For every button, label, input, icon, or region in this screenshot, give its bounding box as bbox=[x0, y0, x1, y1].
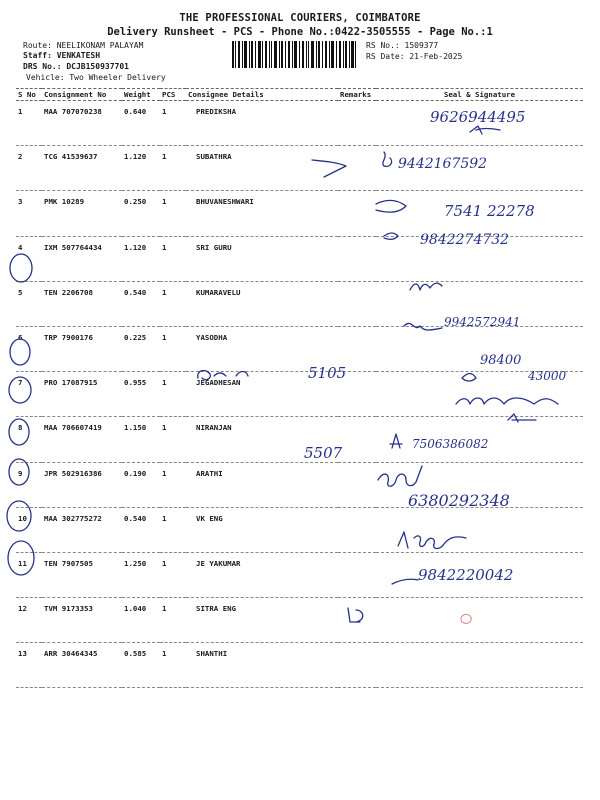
row-signature bbox=[376, 417, 583, 462]
row-remarks bbox=[338, 598, 376, 643]
table-row bbox=[16, 417, 583, 462]
row-pcs: 1 bbox=[160, 643, 186, 688]
handwritten-remark: 5507 bbox=[304, 444, 343, 462]
row-remarks bbox=[338, 552, 376, 597]
row-signature bbox=[376, 281, 583, 326]
handwritten-phone: 9626944495 bbox=[430, 108, 526, 126]
row-signature bbox=[376, 372, 583, 417]
row-pcs: 1 bbox=[160, 101, 186, 146]
row-weight: 0.250 bbox=[122, 191, 160, 236]
row-sno: 4 bbox=[16, 236, 42, 281]
row-consignee: SITRA ENG bbox=[186, 598, 338, 643]
row-consignment: IXM 507764434 bbox=[42, 236, 122, 281]
staff-label: Staff: VENKATESH bbox=[23, 51, 101, 60]
row-weight: 1.150 bbox=[122, 417, 160, 462]
row-pcs: 1 bbox=[160, 146, 186, 191]
row-sno: 3 bbox=[16, 191, 42, 236]
col-sno: S No bbox=[16, 89, 42, 101]
row-remarks bbox=[338, 326, 376, 371]
row-weight: 0.540 bbox=[122, 281, 160, 326]
row-consignment: TEN 7907505 bbox=[42, 552, 122, 597]
row-weight: 0.955 bbox=[122, 372, 160, 417]
col-consignee: Consignee Details bbox=[186, 89, 338, 101]
row-pcs: 1 bbox=[160, 552, 186, 597]
table-row bbox=[16, 191, 583, 236]
row-consignment: MAA 706607419 bbox=[42, 417, 122, 462]
handwritten-phone: 6380292348 bbox=[408, 491, 510, 510]
row-consignee: JEGADHESAN bbox=[186, 372, 338, 417]
table-row bbox=[16, 101, 583, 146]
row-sno: 5 bbox=[16, 281, 42, 326]
col-weight: Weight bbox=[122, 89, 160, 101]
row-remarks bbox=[338, 507, 376, 552]
vehicle-label: Vehicle: Two Wheeler Delivery bbox=[26, 73, 166, 82]
row-consignee: NIRANJAN bbox=[186, 417, 338, 462]
row-signature bbox=[376, 326, 583, 371]
col-remarks: Remarks bbox=[338, 89, 376, 101]
row-pcs: 1 bbox=[160, 507, 186, 552]
col-pcs: PCS bbox=[160, 89, 186, 101]
row-sno: 6 bbox=[16, 326, 42, 371]
row-consignment: TRP 7900176 bbox=[42, 326, 122, 371]
row-sno: 8 bbox=[16, 417, 42, 462]
handwritten-phone: 7541 22278 bbox=[444, 202, 535, 220]
row-sno: 1 bbox=[16, 101, 42, 146]
row-consignee: VK ENG bbox=[186, 507, 338, 552]
row-consignee: PREDIKSHA bbox=[186, 101, 338, 146]
row-sno: 11 bbox=[16, 552, 42, 597]
handwritten-phone: 43000 bbox=[528, 369, 567, 383]
table-row bbox=[16, 326, 583, 371]
row-consignee: SHANTHI bbox=[186, 643, 338, 688]
row-weight: 0.640 bbox=[122, 101, 160, 146]
row-weight: 0.585 bbox=[122, 643, 160, 688]
row-consignment: TVM 9173353 bbox=[42, 598, 122, 643]
row-signature bbox=[376, 552, 583, 597]
handwritten-remark: 5105 bbox=[308, 364, 347, 382]
col-signature: Seal & Signature bbox=[376, 89, 583, 101]
row-remarks bbox=[338, 191, 376, 236]
drs-number: DRS No.: DCJB150937701 bbox=[23, 62, 129, 71]
handwritten-phone: 9842274732 bbox=[420, 232, 510, 248]
row-sno: 9 bbox=[16, 462, 42, 507]
table-row bbox=[16, 236, 583, 281]
row-pcs: 1 bbox=[160, 417, 186, 462]
row-pcs: 1 bbox=[160, 191, 186, 236]
row-sno: 7 bbox=[16, 372, 42, 417]
row-consignment: ARR 30464345 bbox=[42, 643, 122, 688]
row-signature bbox=[376, 101, 583, 146]
row-sno: 2 bbox=[16, 146, 42, 191]
row-consignment: MAA 707070238 bbox=[42, 101, 122, 146]
row-signature bbox=[376, 598, 583, 643]
handwritten-phone: 7506386082 bbox=[412, 437, 489, 451]
barcode bbox=[232, 41, 356, 68]
runsheet-table bbox=[16, 88, 583, 688]
row-consignment: JPR 502916386 bbox=[42, 462, 122, 507]
table-row bbox=[16, 146, 583, 191]
row-remarks bbox=[338, 372, 376, 417]
rs-number: RS No.: 1509377 bbox=[366, 41, 439, 50]
table-row bbox=[16, 598, 583, 643]
row-weight: 1.120 bbox=[122, 146, 160, 191]
row-remarks bbox=[338, 462, 376, 507]
row-signature bbox=[376, 462, 583, 507]
table-row bbox=[16, 552, 583, 597]
row-consignment: PRO 17087915 bbox=[42, 372, 122, 417]
row-consignment: MAA 302775272 bbox=[42, 507, 122, 552]
row-weight: 1.040 bbox=[122, 598, 160, 643]
row-sno: 10 bbox=[16, 507, 42, 552]
row-weight: 0.540 bbox=[122, 507, 160, 552]
row-signature bbox=[376, 643, 583, 688]
row-consignee: YASODHA bbox=[186, 326, 338, 371]
table-row bbox=[16, 507, 583, 552]
row-remarks bbox=[338, 281, 376, 326]
row-consignment: TEN 2206708 bbox=[42, 281, 122, 326]
row-consignee: KUMARAVELU bbox=[186, 281, 338, 326]
row-remarks bbox=[338, 236, 376, 281]
handwritten-phone: 98400 bbox=[480, 353, 522, 368]
row-consignment: TCG 41539637 bbox=[42, 146, 122, 191]
row-signature bbox=[376, 507, 583, 552]
row-consignee: SUBATHRA bbox=[186, 146, 338, 191]
row-remarks bbox=[338, 146, 376, 191]
col-consignment: Consignment No bbox=[42, 89, 122, 101]
row-consignee: SRI GURU bbox=[186, 236, 338, 281]
row-pcs: 1 bbox=[160, 281, 186, 326]
route-label: Route: NEELIKONAM PALAYAM bbox=[23, 41, 144, 50]
row-sno: 13 bbox=[16, 643, 42, 688]
row-remarks bbox=[338, 643, 376, 688]
table-row bbox=[16, 372, 583, 417]
row-consignment: PMK 10289 bbox=[42, 191, 122, 236]
row-consignee: JE YAKUMAR bbox=[186, 552, 338, 597]
row-weight: 1.250 bbox=[122, 552, 160, 597]
row-sno: 12 bbox=[16, 598, 42, 643]
row-remarks bbox=[338, 101, 376, 146]
row-consignee: BHUVANESHWARI bbox=[186, 191, 338, 236]
handwritten-phone: 9842220042 bbox=[418, 566, 514, 584]
table-row bbox=[16, 643, 583, 688]
row-pcs: 1 bbox=[160, 598, 186, 643]
row-remarks bbox=[338, 417, 376, 462]
row-pcs: 1 bbox=[160, 462, 186, 507]
handwritten-phone: 9942572941 bbox=[444, 315, 521, 329]
runsheet-subtitle: Delivery Runsheet - PCS - Phone No.:0422-3505555 - Page No.:1 bbox=[107, 26, 493, 38]
row-consignee: ARATHI bbox=[186, 462, 338, 507]
table-header-row bbox=[16, 89, 583, 101]
company-title: THE PROFESSIONAL COURIERS, COIMBATORE bbox=[179, 12, 421, 24]
row-signature bbox=[376, 236, 583, 281]
row-weight: 0.225 bbox=[122, 326, 160, 371]
row-pcs: 1 bbox=[160, 236, 186, 281]
row-weight: 0.190 bbox=[122, 462, 160, 507]
row-signature bbox=[376, 191, 583, 236]
row-weight: 1.120 bbox=[122, 236, 160, 281]
table-row bbox=[16, 462, 583, 507]
rs-date: RS Date: 21-Feb-2025 bbox=[366, 52, 463, 61]
table-row bbox=[16, 281, 583, 326]
row-pcs: 1 bbox=[160, 326, 186, 371]
row-pcs: 1 bbox=[160, 372, 186, 417]
row-signature bbox=[376, 146, 583, 191]
handwritten-phone: 9442167592 bbox=[398, 156, 488, 172]
